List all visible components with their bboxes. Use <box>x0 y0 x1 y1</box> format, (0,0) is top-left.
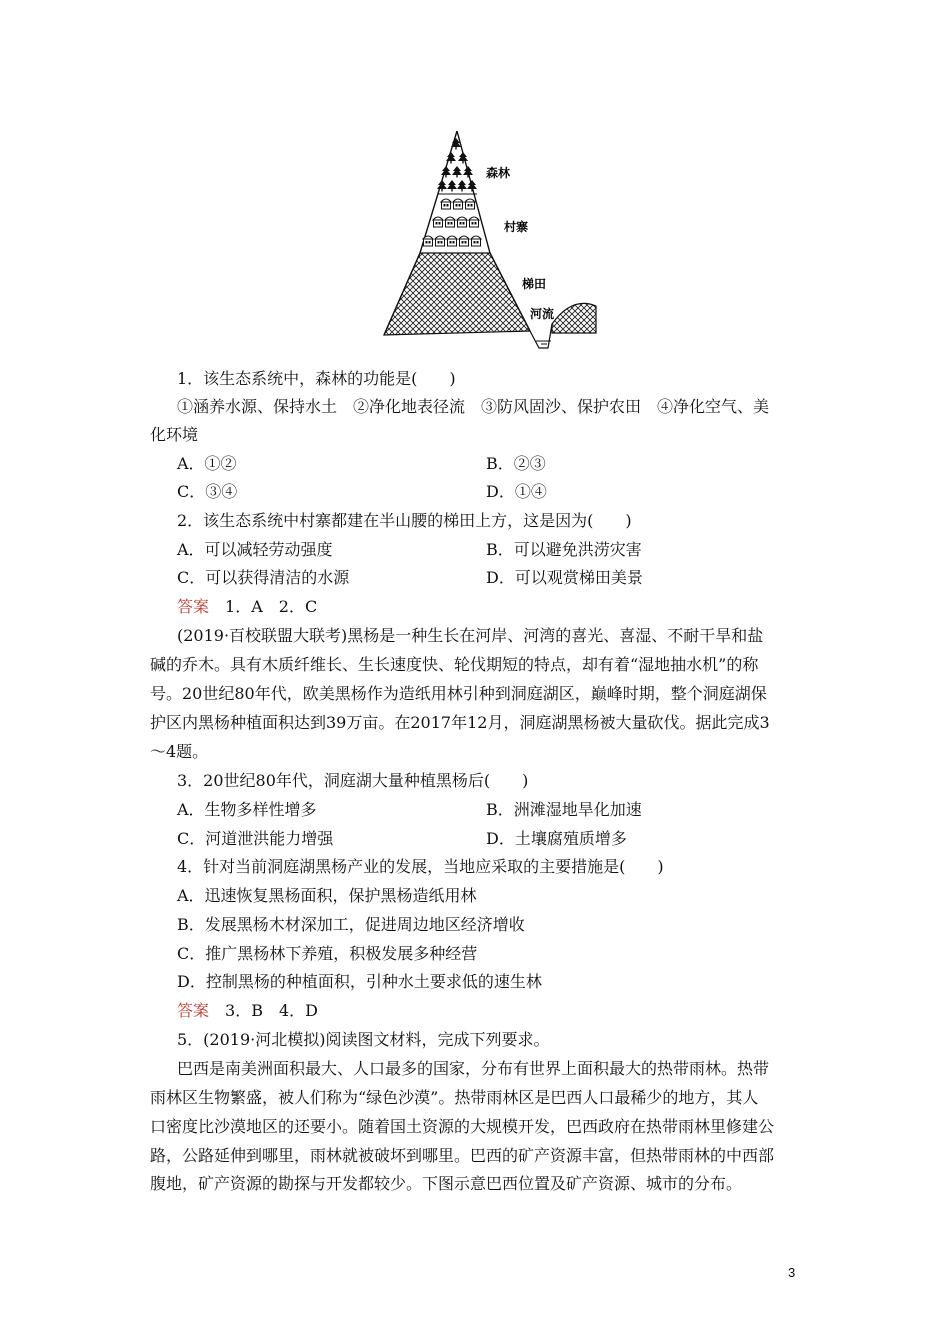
q4-stem: 4．针对当前洞庭湖黑杨产业的发展，当地应采取的主要措施是( ) <box>177 857 664 876</box>
q3-option-b: B．洲滩湿地旱化加速 <box>486 800 642 819</box>
q5-passage-line: 口密度比沙漠地区的还要小。随着国土资源的大规模开发，巴西政府在热带雨林里修建公 <box>150 1117 775 1136</box>
q4-option-b: B．发展黑杨木材深加工，促进周边地区经济增收 <box>177 915 525 934</box>
label-forest: 森林 <box>486 166 511 180</box>
q1-option-b: B．②③ <box>486 454 546 473</box>
q3-option-c: C．河道泄洪能力增强 <box>177 829 334 848</box>
answer-text: 1．A 2．C <box>225 597 318 616</box>
q1-option-c: C．③④ <box>177 482 238 501</box>
q3-option-d: D．土壤腐殖质增多 <box>486 829 627 848</box>
mountain-shape <box>384 131 596 335</box>
q5-passage-line: 腹地，矿产资源的勘探与开发都较少。下图示意巴西位置及矿产资源、城市的分布。 <box>150 1174 743 1193</box>
answer-label: 答案 <box>177 597 210 616</box>
passage1-line: (2019·百校联盟大联考)黑杨是一种生长在河岸、河湾的喜光、喜湿、不耐干旱和盐 <box>177 626 764 645</box>
label-village: 村寨 <box>504 220 529 234</box>
river-valley <box>530 324 552 348</box>
q2-stem: 2．该生态系统中村寨都建在半山腰的梯田上方，这是因为( ) <box>177 511 632 530</box>
q1-items-line2: 化环境 <box>150 425 199 444</box>
answer-block-2 <box>177 1000 318 1022</box>
village-houses <box>423 199 481 246</box>
answer-label: 答案 <box>177 1001 210 1020</box>
label-river: 河流 <box>530 307 555 321</box>
q2-option-b: B．可以避免洪涝灾害 <box>486 540 642 559</box>
label-terrace: 梯田 <box>522 277 547 291</box>
q5-passage-line: 雨林区生物繁盛，被人们称为“绿色沙漠”。热带雨林区是巴西人口最稀少的地方，其人 <box>150 1088 759 1107</box>
q1-stem: 1．该生态系统中，森林的功能是( ) <box>177 369 456 388</box>
q4-option-a: A．迅速恢复黑杨面积，保护黑杨造纸用林 <box>177 886 477 905</box>
q5-passage-line: 路，公路延伸到哪里，雨林就被破坏到哪里。巴西的矿产资源丰富，但热带雨林的中西部 <box>150 1146 775 1165</box>
q4-option-d: D．控制黑杨的种植面积，引种水土要求低的速生林 <box>177 972 542 991</box>
page-number: 3 <box>788 1265 796 1280</box>
q5-passage-line: 巴西是南美洲面积最大、人口最多的国家，分布有世界上面积最大的热带雨林。热带 <box>177 1059 770 1078</box>
q5-stem: 5．(2019·河北模拟)阅读图文材料，完成下列要求。 <box>177 1030 550 1049</box>
q2-option-c: C．可以获得清洁的水源 <box>177 568 350 587</box>
passage1-line: 号。20世纪80年代，欧美黑杨作为造纸用林引种到洞庭湖区，巅峰时期，整个洞庭湖保 <box>150 684 767 703</box>
q2-option-d: D．可以观赏梯田美景 <box>486 568 643 587</box>
q3-option-a: A．生物多样性增多 <box>177 800 317 819</box>
q1-option-d: D．①④ <box>486 482 547 501</box>
forest-trees <box>437 138 477 192</box>
answer-text: 3．B 4．D <box>225 1001 318 1020</box>
q4-option-c: C．推广黑杨林下养殖，积极发展多种经营 <box>177 944 478 963</box>
answer-block-1 <box>177 596 317 618</box>
mountain-ecosystem-diagram <box>380 128 605 358</box>
q2-option-a: A．可以减轻劳动强度 <box>177 540 333 559</box>
q1-option-a: A．①② <box>177 454 237 473</box>
passage1-line: ～4题。 <box>150 742 209 761</box>
q3-stem: 3．20世纪80年代，洞庭湖大量种植黑杨后( ) <box>177 771 529 790</box>
q1-items-line1: ①涵养水源、保持水土 ②净化地表径流 ③防风固沙、保护农田 ④净化空气、美 <box>177 397 770 416</box>
passage1-line: 护区内黑杨种植面积达到39万亩。在2017年12月，洞庭湖黑杨被大量砍伐。据此完成3 <box>150 713 770 732</box>
passage1-line: 碱的乔木。具有木质纤维长、生长速度快、轮伐期短的特点，却有着“湿地抽水机”的称 <box>150 655 759 674</box>
